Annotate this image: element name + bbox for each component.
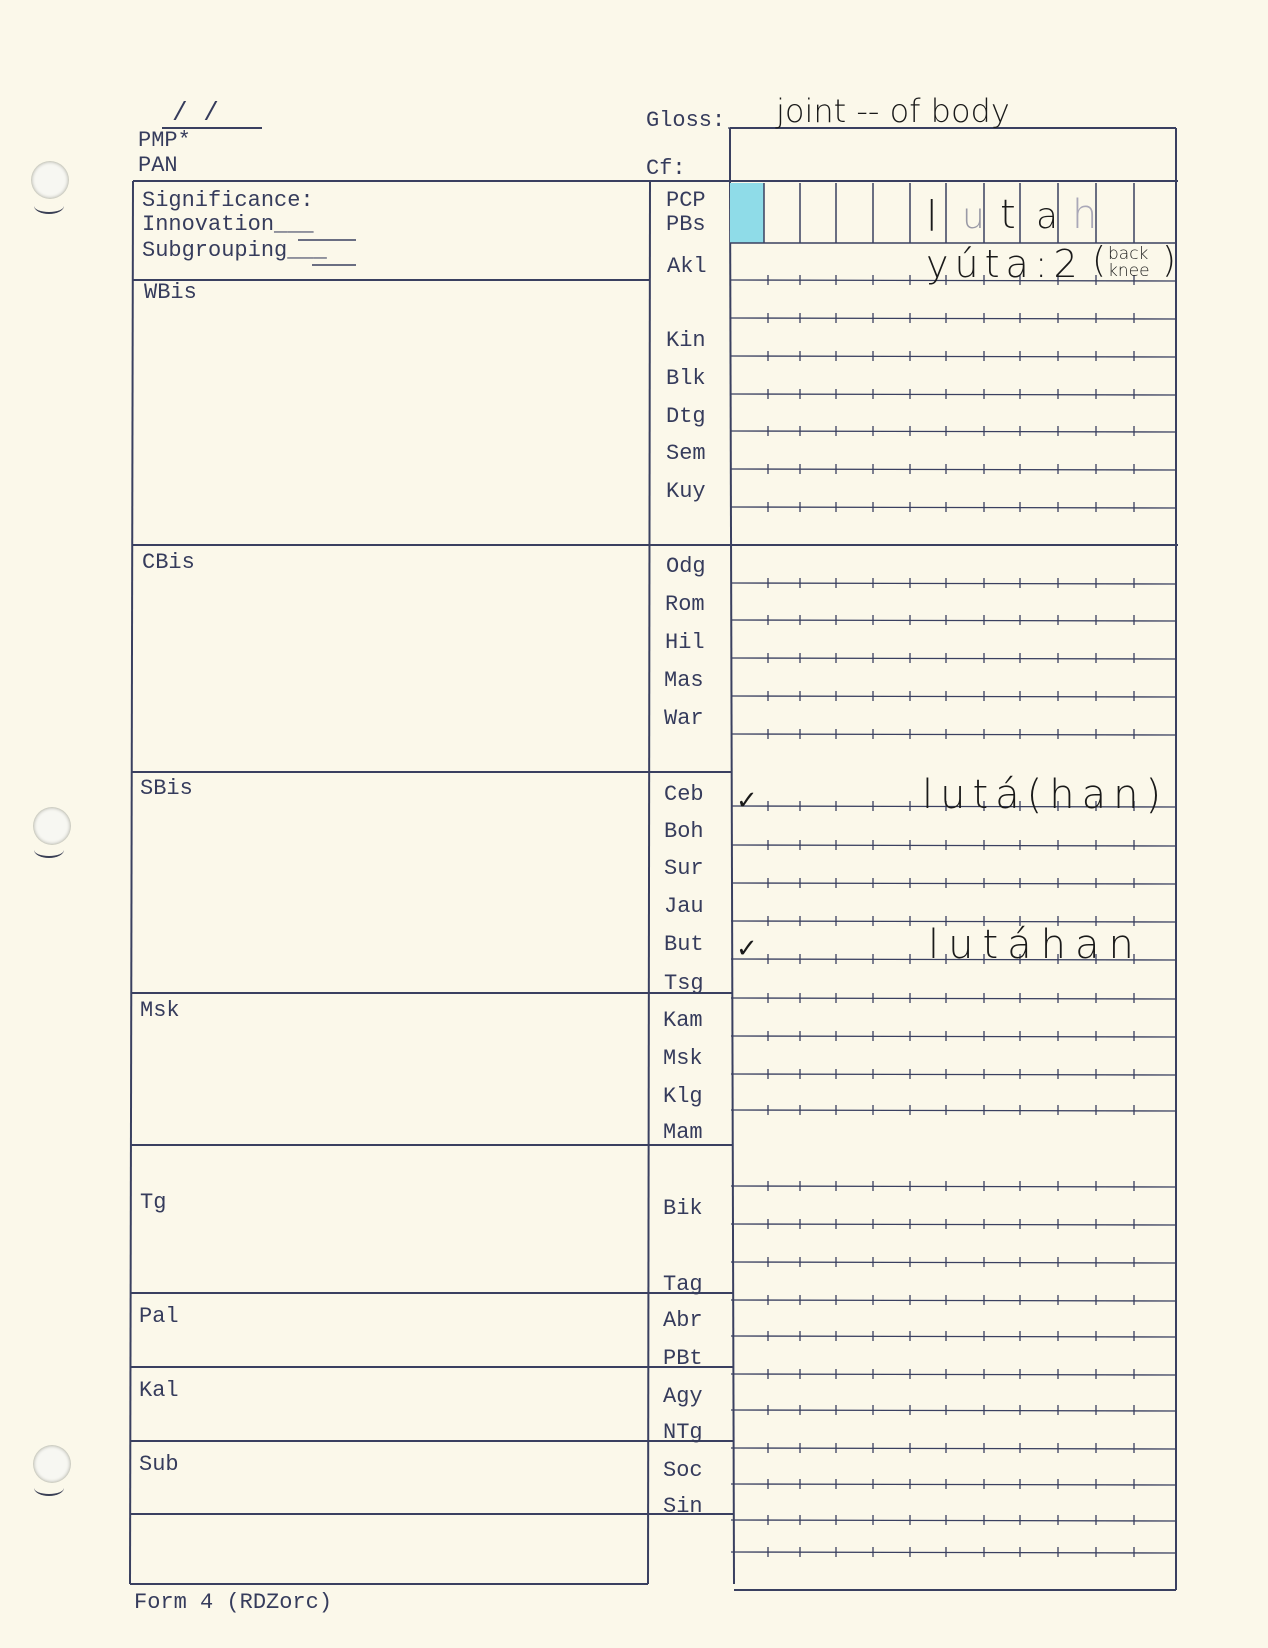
- lang-tsg: Tsg: [664, 971, 704, 996]
- cf-label: Cf:: [646, 156, 686, 181]
- ceb-check: ✓: [736, 786, 758, 816]
- lang-war: War: [664, 706, 704, 731]
- significance-label: Significance:: [142, 188, 314, 213]
- ruled-line: [731, 845, 1176, 846]
- ruled-line: [731, 356, 1176, 357]
- section-sub: Sub: [139, 1452, 179, 1477]
- pcp-letter-l: l: [926, 192, 938, 241]
- ruled-line: [731, 696, 1176, 697]
- akl-note-knee: knee: [1108, 261, 1150, 281]
- lang-odg: Odg: [666, 554, 706, 579]
- ceb-form: lutá(han): [922, 772, 1169, 818]
- pcp-letter-t: t: [1000, 192, 1016, 238]
- ruled-line: [731, 658, 1176, 659]
- ruled-line: [731, 1410, 1176, 1411]
- ruled-line: [731, 620, 1176, 621]
- lang-jau: Jau: [664, 894, 704, 919]
- ruled-line: [731, 431, 1176, 432]
- ruled-line: [731, 883, 1176, 884]
- lang-pbt: PBt: [663, 1346, 703, 1371]
- subgrouping-label: Subgrouping___: [142, 238, 327, 263]
- ruled-line: [731, 1484, 1176, 1485]
- form-footer-label: Form 4 (RDZorc): [134, 1590, 333, 1615]
- section-pal: Pal: [139, 1304, 179, 1329]
- lang-blk: Blk: [666, 366, 706, 391]
- lang-mam: Mam: [663, 1120, 703, 1145]
- ruled-line: [731, 318, 1176, 319]
- lang-rom: Rom: [665, 592, 705, 617]
- ruled-line: [731, 469, 1176, 470]
- akl-note-paren-open: (: [1092, 240, 1107, 281]
- lang-sem: Sem: [666, 441, 706, 466]
- section-wbis: WBis: [144, 280, 197, 305]
- lang-akl: Akl: [667, 254, 707, 279]
- ruled-line: [731, 1110, 1176, 1111]
- lang-tag: Tag: [663, 1272, 703, 1297]
- ruled-line: [731, 998, 1176, 999]
- lang-kuy: Kuy: [666, 479, 706, 504]
- pcp-letter-a: a: [1036, 196, 1059, 237]
- ruled-line: [731, 1224, 1176, 1225]
- ruled-line: [731, 1074, 1176, 1075]
- lang-pcp: PCP: [666, 188, 706, 213]
- lang-ceb: Ceb: [664, 782, 704, 807]
- akl-note-paren-close: ): [1162, 240, 1177, 281]
- slash-marks: / /: [172, 98, 219, 128]
- pan-label: PAN: [138, 153, 178, 178]
- but-form: lutáhan: [928, 922, 1143, 968]
- akl-note: [1092, 240, 1178, 284]
- innovation-label: Innovation___: [142, 212, 314, 237]
- pcp-letter-h: h: [1072, 192, 1098, 238]
- ruled-line: [731, 1552, 1176, 1553]
- ruled-line: [731, 1036, 1176, 1037]
- ruled-line: [731, 394, 1176, 395]
- lang-kam: Kam: [663, 1008, 703, 1033]
- akl-note-back: back: [1108, 244, 1149, 264]
- lang-klg: Klg: [663, 1084, 703, 1109]
- lang-but: But: [664, 932, 704, 957]
- lang-kin: Kin: [666, 328, 706, 353]
- lang-soc: Soc: [663, 1458, 703, 1483]
- lang-ntg: NTg: [663, 1420, 703, 1445]
- ruled-line: [731, 1374, 1176, 1375]
- ruled-line: [731, 734, 1176, 735]
- gloss-value: joint -- of body: [776, 92, 1010, 130]
- gloss-label: Gloss:: [646, 108, 726, 133]
- but-check: ✓: [736, 934, 758, 964]
- section-sbis: SBis: [140, 776, 193, 801]
- ruled-line: [731, 1262, 1176, 1263]
- akl-form: yúta:2: [926, 242, 1084, 286]
- ruled-line: [731, 1186, 1176, 1187]
- ruled-line: [731, 583, 1176, 584]
- lang-bik: Bik: [663, 1196, 703, 1221]
- lang-dtg: Dtg: [666, 404, 706, 429]
- lang-sin: Sin: [663, 1494, 703, 1519]
- ruled-line: [731, 1300, 1176, 1301]
- lang-sur: Sur: [664, 856, 704, 881]
- ruled-line: [731, 507, 1176, 508]
- lang-pbs: PBs: [666, 212, 706, 237]
- pcp-reconstruction: [924, 192, 1174, 242]
- ruled-line: [731, 1520, 1176, 1521]
- ruled-line: [731, 1448, 1176, 1449]
- lang-agy: Agy: [663, 1384, 703, 1409]
- lang-hil: Hil: [665, 630, 705, 655]
- ruled-line: [731, 1336, 1176, 1337]
- lang-boh: Boh: [664, 819, 704, 844]
- section-tg: Tg: [140, 1190, 167, 1215]
- section-cbis: CBis: [142, 550, 195, 575]
- lang-msk: Msk: [663, 1046, 703, 1071]
- lang-abr: Abr: [663, 1308, 703, 1333]
- pcp-letter-u: u: [962, 196, 985, 237]
- pmp-label: PMP*: [138, 128, 191, 153]
- section-kal: Kal: [139, 1378, 179, 1403]
- section-msk: Msk: [140, 998, 180, 1023]
- lang-mas: Mas: [664, 668, 704, 693]
